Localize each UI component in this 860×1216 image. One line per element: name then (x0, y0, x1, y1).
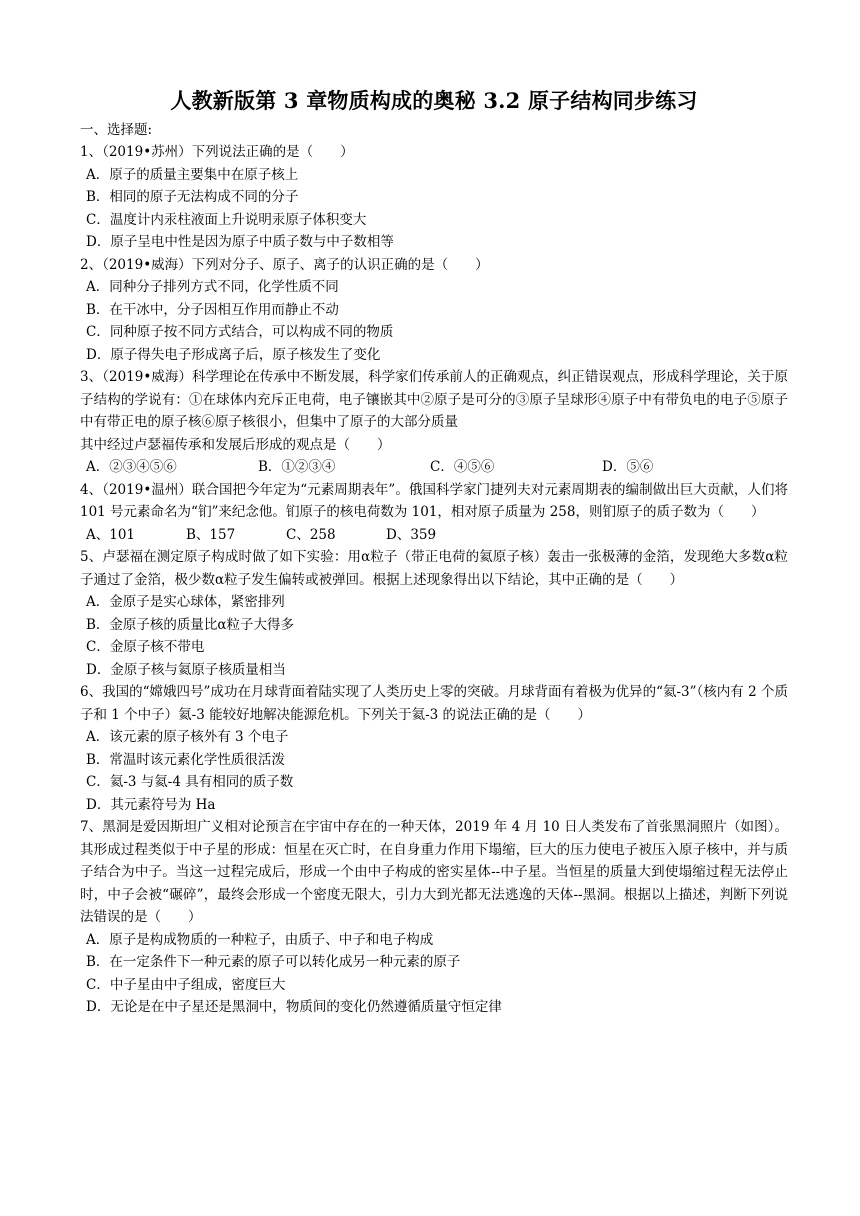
options-row (80, 456, 788, 479)
question-4 (80, 479, 788, 547)
option-d: D．金原子核与氦原子核质量相当 (86, 661, 286, 678)
question-stem: 7、黑洞是爱因斯坦广义相对论预言在宇宙中存在的一种天体，2019 年 4 月 10 日人类发布了首张黑洞照片（如图）。其形成过程类似于中子星的形成：恒星在灭亡时，在自身重力作用下塌缩，巨大的压力使电子被压入原子核中，并与质子结合为中子。当这一过程完成后，形成一个由中子构成的密实星体--中子星。当恒星的质量大到使塌缩过程无法停止时，中子会被“碾碎”，最终会形成一个密度无限大，引力大到光都无法逃逸的天体--黑洞。根据以上描述，判断下列说法错误的是（ ） (80, 819, 788, 925)
question-stem: 2、（2019•威海）下列对分子、原子、离子的认识正确的是（ ） (80, 256, 489, 273)
option-c: C、258 (286, 526, 336, 543)
option-a: A．该元素的原子核外有 3 个电子 (86, 729, 289, 745)
question-stem: 1、（2019•苏州）下列说法正确的是（ ） (80, 144, 354, 160)
question-5 (80, 546, 788, 681)
option-c: C．温度计内汞柱液面上升说明汞原子体积变大 (86, 211, 367, 228)
option-a: A．同种分子排列方式不同，化学性质不同 (86, 279, 339, 295)
option-a: A．原子是构成物质的一种粒子，由质子、中子和电子构成 (86, 931, 434, 948)
page-title: 人教新版第 3 章物质构成的奥秘 3.2 原子结构同步练习 (170, 88, 698, 113)
option-c: C．金原子核不带电 (86, 639, 205, 655)
question-stem: 6、我国的“嫦娥四号”成功在月球背面着陆实现了人类历史上零的突破。月球背面有着极为优异的“氦-3”（核内有 2 个质子和 1 个中子）氦-3 能较好地解决能源危机。下列关于氦-3 的说法正确的是（ ） (80, 684, 788, 723)
worksheet-page (80, 86, 788, 1019)
question-6 (80, 681, 788, 816)
option-d: D．⑤⑥ (602, 459, 654, 475)
option-c: C．④⑤⑥ (430, 459, 495, 475)
question-2 (80, 254, 788, 367)
option-d: D．原子呈电中性是因为原子中质子数与中子数相等 (86, 234, 394, 250)
option-d: D．其元素符号为 Ha (86, 796, 216, 813)
option-a: A、101 (86, 526, 136, 543)
option-d: D．原子得失电子形成离子后，原子核发生了变化 (86, 346, 381, 363)
option-a: A．原子的质量主要集中在原子核上 (86, 166, 299, 183)
options-row (80, 524, 788, 547)
option-c: C．氦-3 与氦-4 具有相同的质子数 (86, 774, 294, 790)
question-stem: 5、卢瑟福在测定原子构成时做了如下实验：用α粒子（带正电荷的氦原子核）轰击一张极薄的金箔，发现绝大多数α粒子通过了金箔，极少数α粒子发生偏转或被弹回。根据上述现象得出以下结论，其中正确的是（ ） (80, 549, 788, 588)
question-3 (80, 366, 788, 479)
option-b: B．①②③④ (258, 459, 336, 475)
option-a: A．②③④⑤⑥ (86, 459, 177, 475)
section-heading: 一、选择题: (80, 122, 153, 138)
option-b: B．在干冰中，分子因相互作用而静止不动 (86, 301, 339, 318)
question-stem: 3、（2019•威海）科学理论在传承中不断发展，科学家们传承前人的正确观点，纠正错误观点，形成科学理论，关于原子结构的学说有：①在球体内充斥正电荷，电子镶嵌其中②原子是可分的③原子呈球形④原子中有带负电的电子⑤原子中有带正电的原子核⑥原子核很小，但集中了原子的大部分质量 (80, 369, 788, 430)
option-c: C．中子星由中子组成，密度巨大 (86, 976, 286, 993)
question-stem-continued: 其中经过卢瑟福传承和发展后形成的观点是（ ） (80, 436, 391, 453)
option-d: D、359 (386, 526, 437, 543)
question-stem: 4、（2019•温州）联合国把今年定为“元素周期表年”。俄国科学家门捷列夫对元素周期表的编制做出巨大贡献，人们将 101 号元素命名为“钔”来纪念他。钔原子的核电荷数为 101，相对原子质量为 258，则钔原子的质子数为（ ） (80, 481, 788, 520)
question-7 (80, 816, 788, 1019)
question-1 (80, 141, 788, 254)
option-d: D．无论是在中子星还是黑洞中，物质间的变化仍然遵循质量守恒定律 (86, 999, 502, 1015)
option-b: B．相同的原子无法构成不同的分子 (86, 189, 299, 205)
option-c: C．同种原子按不同方式结合，可以构成不同的物质 (86, 324, 394, 340)
option-b: B、157 (186, 526, 236, 543)
option-b: B．金原子核的质量比α粒子大得多 (86, 616, 295, 633)
option-b: B．在一定条件下一种元素的原子可以转化成另一种元素的原子 (86, 954, 461, 970)
option-a: A．金原子是实心球体，紧密排列 (86, 594, 285, 610)
option-b: B．常温时该元素化学性质很活泼 (86, 751, 285, 768)
